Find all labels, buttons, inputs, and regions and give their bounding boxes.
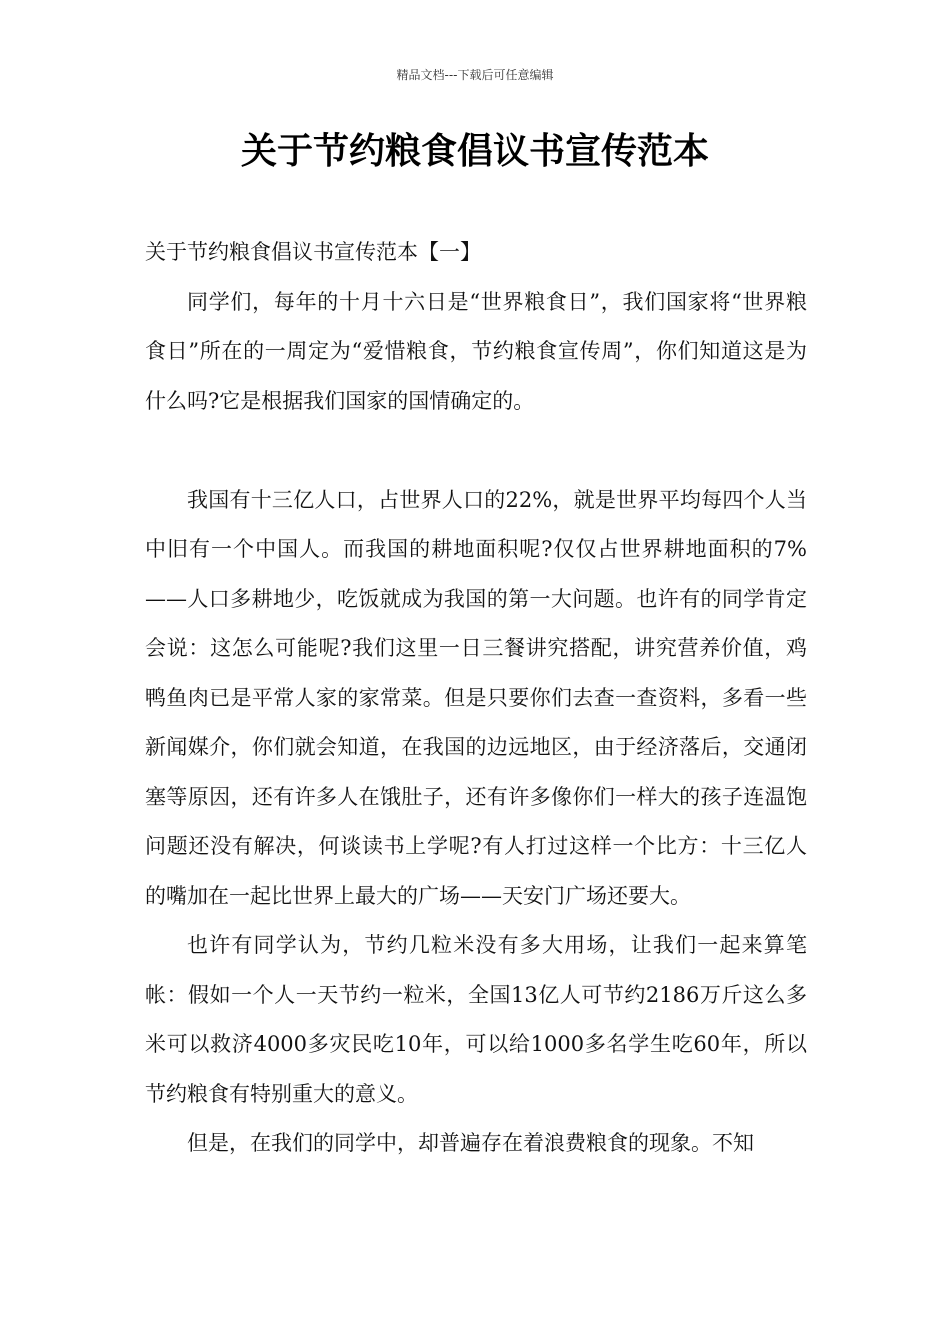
paragraph-3: 也许有同学认为，节约几粒米没有多大用场，让我们一起来算笔帐：假如一个人一天节约一粒米，全国13亿人可节约2186万斤这么多米可以救济4000多灾民吃10年，可以给1000多名学生吃60年，所以节约粮食有特别重大的意义。	[145, 933, 807, 1106]
paragraph-gap	[145, 426, 807, 476]
document-title: 关于节约粮食倡议书宣传范本	[240, 131, 709, 172]
header-note: 精品文档---下载后可任意编辑	[396, 68, 554, 82]
section-heading: 关于节约粮食倡议书宣传范本【一】	[145, 240, 481, 264]
document-body	[145, 228, 807, 1169]
paragraph-1: 同学们，每年的十月十六日是“世界粮食日”，我们国家将“世界粮食日”所在的一周定为“爱惜粮食，节约粮食宣传周”，你们知道这是为什么吗?它是根据我们国家的国情确定的。	[145, 289, 807, 413]
paragraph-4: 但是，在我们的同学中，却普遍存在着浪费粮食的现象。不知	[187, 1131, 754, 1155]
paragraph-2: 我国有十三亿人口，占世界人口的22%，就是世界平均每四个人当中旧有一个中国人。而我国的耕地面积呢?仅仅占世界耕地面积的7%——人口多耕地少，吃饭就成为我国的第一大问题。也许有的同学肯定会说：这怎么可能呢?我们这里一日三餐讲究搭配，讲究营养价值，鸡鸭鱼肉已是平常人家的家常菜。但是只要你们去查一查资料，多看一些新闻媒介，你们就会知道，在我国的边远地区，由于经济落后，交通闭塞等原因，还有许多人在饿肚子，还有许多像你们一样大的孩子连温饱问题还没有解决，何谈读书上学呢?有人打过这样一个比方：十三亿人的嘴加在一起比世界上最大的广场——天安门广场还要大。	[145, 487, 807, 908]
